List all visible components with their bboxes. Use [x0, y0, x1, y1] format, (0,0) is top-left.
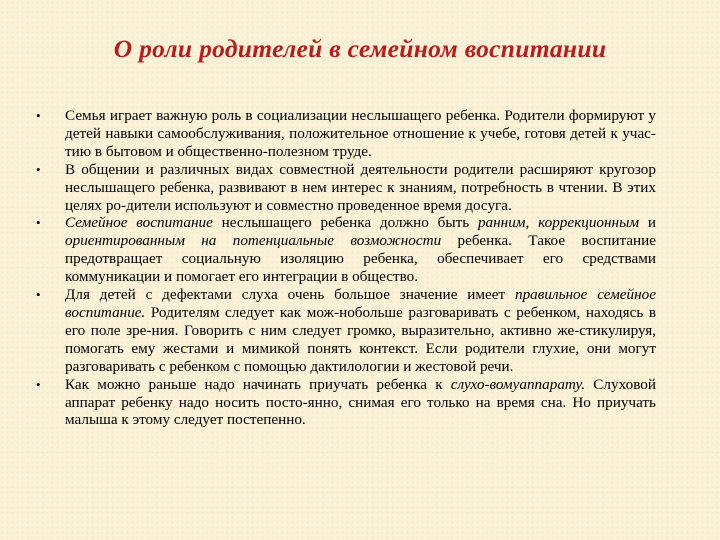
bullet-text-segment: и	[639, 214, 656, 232]
bullet-dot-icon: •	[36, 287, 41, 303]
bullet-item	[36, 286, 656, 376]
bullet-text-emphasis: правильное семейное воспитание.	[65, 286, 656, 321]
bullet-text-segment: Родителям следует как мож-нобольше разговаривать с ребенком, находясь в его поле зре-ния. Говорить с ним следует громко, выразительно, активно же-стикулируя, помогать ему жестами и мимикой понять контекст. Если родители глухие, они могут разговаривать с ребенком с помощью дактилологии и жестовой речи.	[65, 303, 656, 375]
bullet-text	[65, 376, 656, 429]
bullet-item	[36, 161, 656, 215]
bullet-text-emphasis: ранним, коррекционным	[477, 214, 640, 232]
bullet-text-segment: Слуховой аппарат ребенку надо носить посто-янно, снимая его только на время сна. Но приучать малыша к этому следует постепенно.	[65, 375, 656, 429]
bullet-text-segment: В общении и различных видах совместной деятельности родители расширяют кругозор неслышащего ребенка, развивают в нем интерес к знаниям, потребность в чтении. В этих целях ро-дители используют и совместно проведенное время досуга.	[65, 160, 656, 214]
bullet-text	[65, 286, 656, 375]
bullet-text	[65, 214, 656, 285]
bullet-dot-icon: •	[36, 376, 41, 392]
bullet-text	[65, 161, 656, 214]
bullet-text-segment: Как можно раньше надо начинать приучать ребенка к	[65, 375, 451, 393]
bullet-text-emphasis: слухо-вомуаппарату.	[450, 375, 586, 393]
bullet-dot-icon: •	[36, 215, 41, 231]
bullet-text-segment: ребенка. Такое воспитание предотвращает социальную изоляцию ребенка, обеспечивает его средствами коммуникации и помогает его интеграции в общество.	[65, 232, 657, 286]
bullet-item	[36, 214, 656, 286]
bullet-text-emphasis: Семейное воспитание	[65, 214, 213, 232]
bullet-text-emphasis: ориентированным на потенциальные возможности	[65, 232, 442, 250]
bullet-item	[36, 376, 656, 430]
bullet-list	[36, 107, 656, 429]
bullet-item	[36, 107, 656, 161]
bullet-text	[65, 107, 656, 160]
bullet-dot-icon: •	[36, 108, 41, 123]
bullet-text-segment: неслышащего ребенка должно быть	[212, 214, 478, 232]
bullet-text-segment: Семья играет важную роль в социализации неслышащего ребенка. Родители формируют у детей навыки самообслуживания, положительное отношение к учебе, готовя детей к учас-тию в бытовом и общественно-полезном труде.	[65, 107, 656, 160]
bullet-text-segment: Для детей с дефектами слуха очень большое значение имеет	[65, 286, 515, 304]
slide-title: О роли родителей в семейном воспитании	[113, 34, 607, 63]
bullet-dot-icon: •	[36, 161, 41, 177]
